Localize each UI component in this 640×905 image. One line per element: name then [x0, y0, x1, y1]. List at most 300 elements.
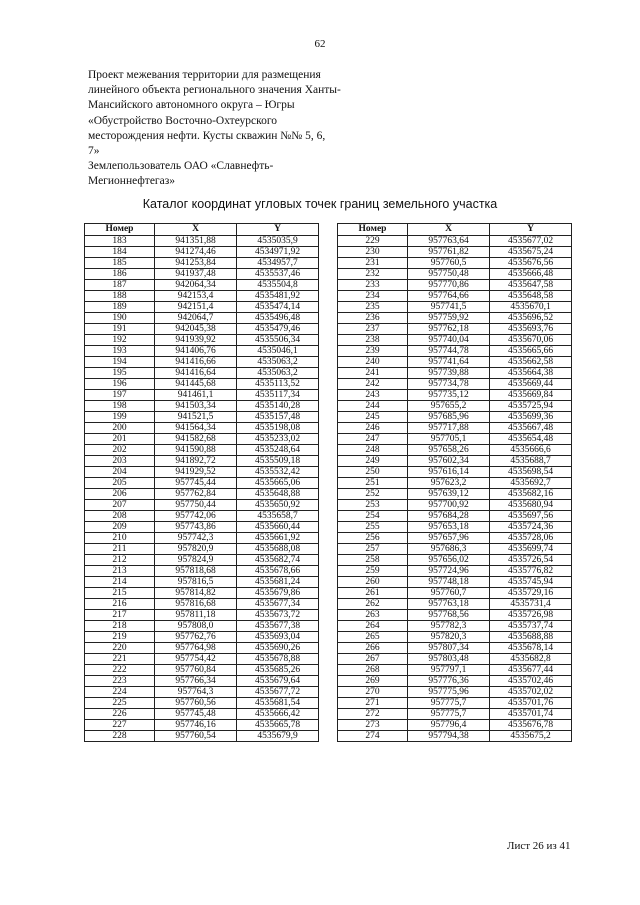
table-row: [85, 687, 319, 698]
table-row: [85, 577, 319, 588]
cell-x: 957814,82: [155, 588, 237, 599]
cell-number: 251: [338, 478, 408, 489]
cell-number: 274: [338, 731, 408, 742]
cell-number: 183: [85, 236, 155, 247]
cell-y: 4535481,92: [237, 291, 319, 302]
table-row: [338, 676, 572, 687]
cell-y: 4535661,92: [237, 533, 319, 544]
cell-number: 190: [85, 313, 155, 324]
cell-x: 957818,68: [155, 566, 237, 577]
table-row: [85, 467, 319, 478]
cell-x: 957616,14: [408, 467, 490, 478]
project-line: «Обустройство Восточно-Охтеурского: [88, 114, 278, 127]
table-row: [338, 555, 572, 566]
table-row: [338, 731, 572, 742]
cell-y: 4535679,64: [237, 676, 319, 687]
cell-x: 957684,28: [408, 511, 490, 522]
cell-y: 4535537,46: [237, 269, 319, 280]
table-row: [85, 390, 319, 401]
cell-number: 203: [85, 456, 155, 467]
cell-y: 4535658,7: [237, 511, 319, 522]
cell-y: 4535688,08: [237, 544, 319, 555]
cell-number: 222: [85, 665, 155, 676]
table-row: [85, 357, 319, 368]
cell-y: 4535035,9: [237, 236, 319, 247]
cell-y: 4535650,92: [237, 500, 319, 511]
table-body: [338, 236, 572, 742]
cell-number: 202: [85, 445, 155, 456]
cell-x: 957717,88: [408, 423, 490, 434]
table-row: [338, 643, 572, 654]
table-row: [85, 654, 319, 665]
cell-x: 957762,84: [155, 489, 237, 500]
table-row: [338, 280, 572, 291]
cell-y: 4535678,88: [237, 654, 319, 665]
table-row: [338, 346, 572, 357]
cell-x: 957796,4: [408, 720, 490, 731]
table-row: [85, 544, 319, 555]
cell-y: 4535680,94: [490, 500, 572, 511]
table-row: [338, 610, 572, 621]
table-row: [85, 280, 319, 291]
table-row: [338, 599, 572, 610]
cell-number: 214: [85, 577, 155, 588]
cell-number: 215: [85, 588, 155, 599]
table-row: [338, 500, 572, 511]
table-row: [338, 665, 572, 676]
cell-number: 227: [85, 720, 155, 731]
table-row: [85, 511, 319, 522]
cell-y: 4535697,56: [490, 511, 572, 522]
cell-number: 271: [338, 698, 408, 709]
table-row: [85, 720, 319, 731]
cell-x: 957739,88: [408, 368, 490, 379]
cell-number: 250: [338, 467, 408, 478]
table-row: [85, 324, 319, 335]
cell-x: 957760,5: [408, 258, 490, 269]
coordinates-table-left: [84, 223, 319, 742]
table-row: [85, 368, 319, 379]
cell-number: 226: [85, 709, 155, 720]
cell-x: 957754,42: [155, 654, 237, 665]
cell-x: 941929,52: [155, 467, 237, 478]
cell-x: 941590,88: [155, 445, 237, 456]
cell-number: 206: [85, 489, 155, 500]
cell-x: 957740,04: [408, 335, 490, 346]
cell-y: 4535666,6: [490, 445, 572, 456]
table-row: [338, 720, 572, 731]
cell-y: 4535676,56: [490, 258, 572, 269]
cell-y: 4535648,58: [490, 291, 572, 302]
header-y: Y: [490, 224, 572, 236]
cell-x: 957762,76: [155, 632, 237, 643]
catalog-title: Каталог координат угловых точек границ земельного участка: [142, 197, 498, 211]
cell-x: 957700,92: [408, 500, 490, 511]
table-header-row: [85, 224, 319, 236]
cell-x: 957797,1: [408, 665, 490, 676]
table-row: [338, 511, 572, 522]
table-row: [85, 621, 319, 632]
cell-number: 245: [338, 412, 408, 423]
cell-y: 4535678,14: [490, 643, 572, 654]
cell-number: 212: [85, 555, 155, 566]
cell-number: 195: [85, 368, 155, 379]
cell-number: 262: [338, 599, 408, 610]
table-row: [338, 489, 572, 500]
table-row: [85, 313, 319, 324]
table-row: [85, 379, 319, 390]
cell-number: 272: [338, 709, 408, 720]
project-line: 7»: [88, 145, 100, 158]
cell-x: 942153,4: [155, 291, 237, 302]
cell-x: 957760,54: [155, 731, 237, 742]
cell-y: 4535776,82: [490, 566, 572, 577]
cell-y: 4535479,46: [237, 324, 319, 335]
table-row: [85, 500, 319, 511]
cell-y: 4535725,94: [490, 401, 572, 412]
cell-y: 4535726,54: [490, 555, 572, 566]
cell-number: 188: [85, 291, 155, 302]
table-row: [338, 456, 572, 467]
cell-y: 4535693,76: [490, 324, 572, 335]
cell-y: 4535701,74: [490, 709, 572, 720]
cell-x: 957764,98: [155, 643, 237, 654]
cell-x: 941582,68: [155, 434, 237, 445]
project-line: Мансийского автономного округа – Югры: [88, 99, 295, 112]
cell-y: 4535675,24: [490, 247, 572, 258]
table-row: [85, 401, 319, 412]
cell-number: 253: [338, 500, 408, 511]
cell-number: 256: [338, 533, 408, 544]
cell-y: 4535701,76: [490, 698, 572, 709]
cell-number: 204: [85, 467, 155, 478]
cell-y: 4535677,38: [237, 621, 319, 632]
cell-number: 231: [338, 258, 408, 269]
table-row: [85, 291, 319, 302]
cell-y: 4535699,74: [490, 544, 572, 555]
table-row: [85, 533, 319, 544]
cell-number: 235: [338, 302, 408, 313]
table-row: [338, 621, 572, 632]
cell-number: 266: [338, 643, 408, 654]
table-row: [338, 291, 572, 302]
cell-x: 957816,5: [155, 577, 237, 588]
cell-number: 261: [338, 588, 408, 599]
cell-y: 4535729,16: [490, 588, 572, 599]
table-row: [85, 665, 319, 676]
cell-number: 199: [85, 412, 155, 423]
cell-x: 941274,46: [155, 247, 237, 258]
cell-x: 957808,0: [155, 621, 237, 632]
cell-number: 255: [338, 522, 408, 533]
cell-number: 259: [338, 566, 408, 577]
cell-number: 210: [85, 533, 155, 544]
cell-y: 4535157,48: [237, 412, 319, 423]
cell-y: 4535670,1: [490, 302, 572, 313]
cell-number: 191: [85, 324, 155, 335]
cell-x: 941253,84: [155, 258, 237, 269]
table-row: [85, 247, 319, 258]
cell-x: 957761,82: [408, 247, 490, 258]
cell-x: 941564,34: [155, 423, 237, 434]
cell-x: 957775,7: [408, 709, 490, 720]
table-row: [85, 434, 319, 445]
cell-number: 258: [338, 555, 408, 566]
table-row: [85, 566, 319, 577]
cell-x: 941937,48: [155, 269, 237, 280]
table-row: [85, 632, 319, 643]
cell-y: 4535496,48: [237, 313, 319, 324]
cell-number: 267: [338, 654, 408, 665]
cell-x: 957750,48: [408, 269, 490, 280]
cell-x: 957746,16: [155, 720, 237, 731]
table-row: [85, 698, 319, 709]
table-row: [85, 555, 319, 566]
cell-number: 240: [338, 357, 408, 368]
cell-number: 265: [338, 632, 408, 643]
table-row: [338, 412, 572, 423]
cell-number: 217: [85, 610, 155, 621]
cell-x: 942045,38: [155, 324, 237, 335]
cell-y: 4535063,2: [237, 368, 319, 379]
cell-y: 4535699,36: [490, 412, 572, 423]
cell-x: 941406,76: [155, 346, 237, 357]
cell-x: 957820,3: [408, 632, 490, 643]
project-description: [88, 68, 388, 190]
table-row: [338, 324, 572, 335]
table-row: [338, 423, 572, 434]
cell-number: 273: [338, 720, 408, 731]
cell-x: 941939,92: [155, 335, 237, 346]
cell-number: 223: [85, 676, 155, 687]
cell-x: 957742,3: [155, 533, 237, 544]
cell-y: 4535248,64: [237, 445, 319, 456]
cell-y: 4535728,06: [490, 533, 572, 544]
cell-y: 4535698,54: [490, 467, 572, 478]
table-row: [85, 610, 319, 621]
table-row: [338, 379, 572, 390]
cell-y: 4535688,88: [490, 632, 572, 643]
cell-x: 957803,48: [408, 654, 490, 665]
cell-y: 4535506,34: [237, 335, 319, 346]
table-body: [85, 236, 319, 742]
table-row: [85, 709, 319, 720]
cell-number: 216: [85, 599, 155, 610]
cell-number: 219: [85, 632, 155, 643]
cell-number: 192: [85, 335, 155, 346]
cell-number: 260: [338, 577, 408, 588]
cell-x: 957657,96: [408, 533, 490, 544]
cell-x: 957745,44: [155, 478, 237, 489]
cell-number: 205: [85, 478, 155, 489]
cell-y: 4535669,44: [490, 379, 572, 390]
table-row: [338, 401, 572, 412]
table-row: [338, 313, 572, 324]
cell-number: 236: [338, 313, 408, 324]
project-line: Мегионнефтегаз»: [88, 175, 176, 188]
cell-number: 207: [85, 500, 155, 511]
cell-x: 957764,66: [408, 291, 490, 302]
cell-number: 254: [338, 511, 408, 522]
cell-y: 4535692,7: [490, 478, 572, 489]
cell-number: 238: [338, 335, 408, 346]
table-row: [85, 731, 319, 742]
cell-y: 4534957,7: [237, 258, 319, 269]
cell-number: 264: [338, 621, 408, 632]
table-row: [85, 346, 319, 357]
table-row: [85, 302, 319, 313]
table-row: [85, 456, 319, 467]
table-row: [338, 445, 572, 456]
cell-x: 957764,3: [155, 687, 237, 698]
table-row: [338, 236, 572, 247]
project-line: месторождения нефти. Кусты скважин №№ 5, 6,: [88, 129, 326, 142]
cell-number: 187: [85, 280, 155, 291]
cell-number: 213: [85, 566, 155, 577]
cell-number: 247: [338, 434, 408, 445]
cell-x: 957759,92: [408, 313, 490, 324]
cell-y: 4535509,18: [237, 456, 319, 467]
cell-number: 268: [338, 665, 408, 676]
table-row: [338, 247, 572, 258]
cell-y: 4535063,2: [237, 357, 319, 368]
cell-y: 4535702,46: [490, 676, 572, 687]
cell-number: 242: [338, 379, 408, 390]
table-row: [85, 522, 319, 533]
cell-x: 957741,64: [408, 357, 490, 368]
cell-x: 957724,96: [408, 566, 490, 577]
cell-number: 196: [85, 379, 155, 390]
table-row: [85, 423, 319, 434]
cell-y: 4535677,34: [237, 599, 319, 610]
cell-x: 957685,96: [408, 412, 490, 423]
cell-y: 4535681,24: [237, 577, 319, 588]
cell-number: 243: [338, 390, 408, 401]
table-row: [338, 698, 572, 709]
cell-number: 269: [338, 676, 408, 687]
cell-y: 4535647,58: [490, 280, 572, 291]
cell-y: 4535737,74: [490, 621, 572, 632]
table-row: [338, 434, 572, 445]
cell-y: 4535666,42: [237, 709, 319, 720]
cell-x: 957760,84: [155, 665, 237, 676]
cell-number: 221: [85, 654, 155, 665]
cell-x: 957602,34: [408, 456, 490, 467]
table-row: [85, 489, 319, 500]
table-row: [85, 258, 319, 269]
cell-number: 201: [85, 434, 155, 445]
table-row: [85, 412, 319, 423]
project-line: Проект межевания территории для размещения: [88, 69, 321, 81]
cell-x: 941416,66: [155, 357, 237, 368]
cell-y: 4535670,06: [490, 335, 572, 346]
table-row: [338, 467, 572, 478]
table-row: [338, 390, 572, 401]
cell-y: 4535726,98: [490, 610, 572, 621]
cell-number: 197: [85, 390, 155, 401]
cell-y: 4535654,48: [490, 434, 572, 445]
cell-x: 957807,34: [408, 643, 490, 654]
cell-number: 220: [85, 643, 155, 654]
cell-x: 957639,12: [408, 489, 490, 500]
cell-y: 4535474,14: [237, 302, 319, 313]
cell-y: 4535679,86: [237, 588, 319, 599]
cell-x: 957824,9: [155, 555, 237, 566]
cell-x: 941351,88: [155, 236, 237, 247]
cell-y: 4535676,78: [490, 720, 572, 731]
table-row: [338, 258, 572, 269]
cell-y: 4535665,66: [490, 346, 572, 357]
cell-number: 263: [338, 610, 408, 621]
cell-x: 957741,5: [408, 302, 490, 313]
cell-x: 957653,18: [408, 522, 490, 533]
cell-y: 4535682,8: [490, 654, 572, 665]
cell-y: 4535682,74: [237, 555, 319, 566]
cell-x: 957742,06: [155, 511, 237, 522]
cell-number: 208: [85, 511, 155, 522]
cell-y: 4535665,78: [237, 720, 319, 731]
cell-x: 957745,48: [155, 709, 237, 720]
cell-y: 4535673,72: [237, 610, 319, 621]
cell-y: 4535504,8: [237, 280, 319, 291]
cell-x: 941461,1: [155, 390, 237, 401]
cell-x: 957734,78: [408, 379, 490, 390]
cell-y: 4535113,52: [237, 379, 319, 390]
cell-y: 4535662,58: [490, 357, 572, 368]
table-row: [338, 302, 572, 313]
table-row: [338, 522, 572, 533]
cell-y: 4535117,34: [237, 390, 319, 401]
cell-x: 941521,5: [155, 412, 237, 423]
table-row: [338, 533, 572, 544]
cell-y: 4535678,66: [237, 566, 319, 577]
cell-x: 957775,96: [408, 687, 490, 698]
cell-x: 957776,36: [408, 676, 490, 687]
cell-x: 957768,56: [408, 610, 490, 621]
cell-y: 4535731,4: [490, 599, 572, 610]
cell-x: 957735,12: [408, 390, 490, 401]
table-row: [85, 445, 319, 456]
cell-number: 228: [85, 731, 155, 742]
cell-number: 230: [338, 247, 408, 258]
table-row: [338, 632, 572, 643]
cell-number: 232: [338, 269, 408, 280]
cell-x: 957658,26: [408, 445, 490, 456]
cell-y: 4535233,02: [237, 434, 319, 445]
cell-x: 957743,86: [155, 522, 237, 533]
table-row: [338, 335, 572, 346]
table-row: [338, 687, 572, 698]
cell-number: 184: [85, 247, 155, 258]
cell-number: 257: [338, 544, 408, 555]
cell-number: 218: [85, 621, 155, 632]
cell-x: 957744,78: [408, 346, 490, 357]
cell-number: 252: [338, 489, 408, 500]
table-row: [338, 709, 572, 720]
cell-x: 941892,72: [155, 456, 237, 467]
cell-x: 957705,1: [408, 434, 490, 445]
header-y: Y: [237, 224, 319, 236]
table-row: [85, 676, 319, 687]
cell-number: 239: [338, 346, 408, 357]
table-row: [338, 544, 572, 555]
cell-y: 4535140,28: [237, 401, 319, 412]
cell-x: 957763,64: [408, 236, 490, 247]
table-row: [85, 269, 319, 280]
table-row: [85, 588, 319, 599]
table-row: [338, 577, 572, 588]
cell-y: 4535702,02: [490, 687, 572, 698]
